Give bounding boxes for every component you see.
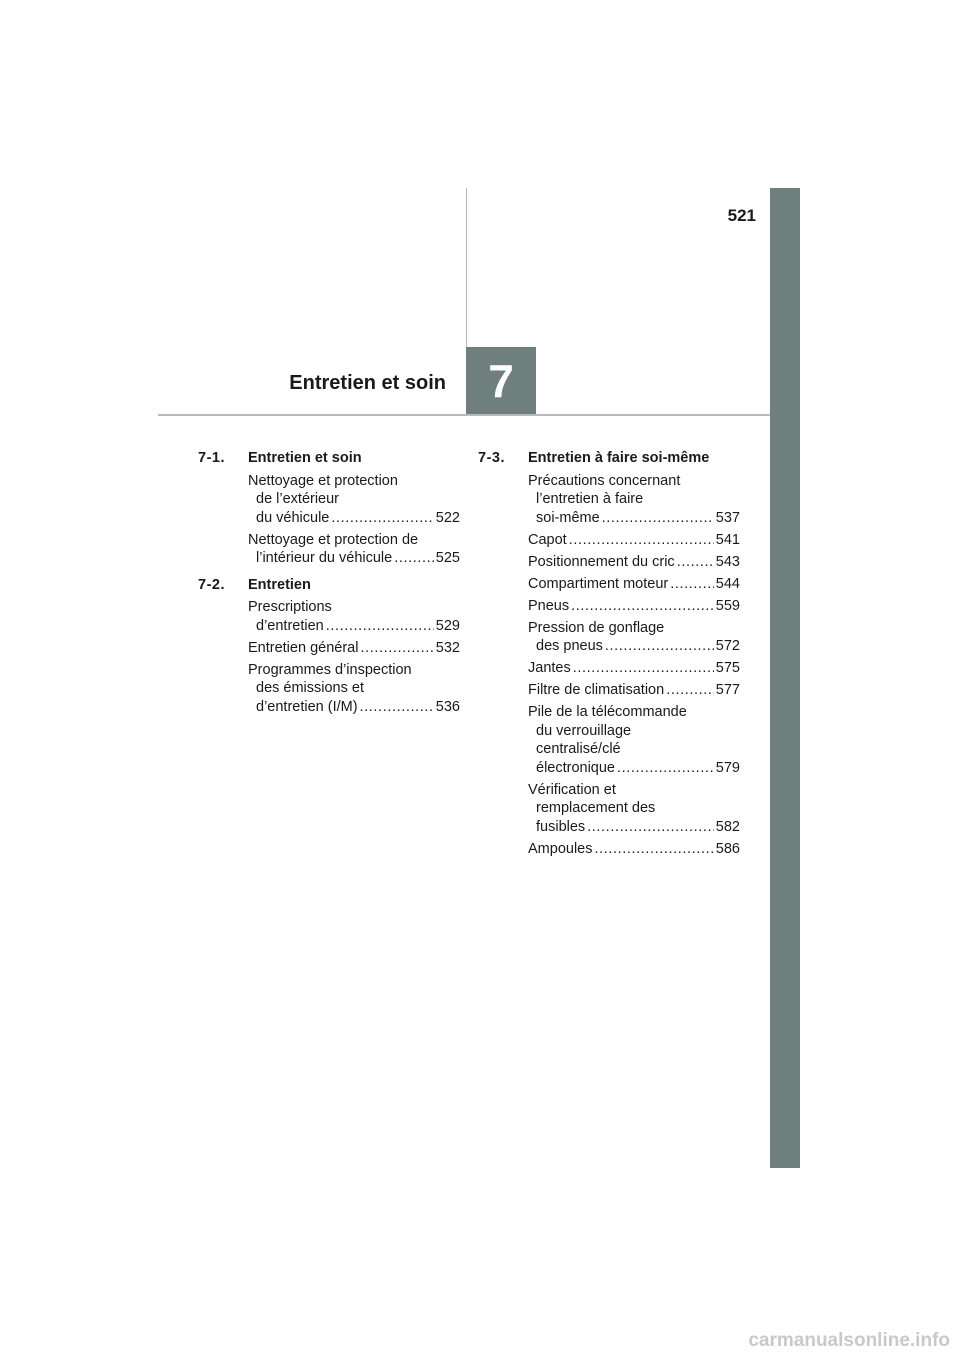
entry-page-number: 544 bbox=[715, 575, 740, 592]
toc-entry[interactable] bbox=[528, 840, 740, 859]
entry-last-line bbox=[528, 575, 740, 594]
entry-last-line bbox=[528, 531, 740, 550]
toc-entry[interactable] bbox=[248, 531, 460, 568]
entry-page-number: 575 bbox=[715, 660, 740, 676]
entry-last-line bbox=[528, 681, 740, 700]
dot-leader bbox=[394, 549, 434, 568]
chapter-side-tab bbox=[770, 188, 800, 1168]
entry-page-number: 579 bbox=[715, 759, 740, 776]
toc-entry[interactable] bbox=[248, 639, 460, 658]
entry-text-line: Pneus bbox=[528, 597, 570, 614]
toc-entry[interactable] bbox=[528, 681, 740, 700]
section-title: Entretien à faire soi-même bbox=[528, 450, 710, 466]
dot-leader bbox=[617, 759, 714, 778]
entry-text-line: Compartiment moteur bbox=[528, 575, 669, 592]
entry-page-number: 543 bbox=[715, 553, 740, 570]
entry-text-line: des pneus bbox=[536, 638, 603, 654]
entry-page-number: 582 bbox=[715, 818, 740, 835]
toc-entry[interactable] bbox=[528, 553, 740, 572]
dot-leader bbox=[587, 818, 714, 837]
section-number: 7-3. bbox=[478, 450, 505, 466]
chapter-title: Entretien et soin bbox=[289, 372, 446, 394]
entry-text-line: l’intérieur du véhicule bbox=[256, 550, 393, 566]
toc-column-left bbox=[198, 449, 460, 724]
entry-text-line: Nettoyage et protection bbox=[248, 472, 398, 489]
dot-leader bbox=[326, 617, 434, 636]
entry-text-line: Ampoules bbox=[528, 840, 593, 857]
section-title: Entretien bbox=[248, 576, 311, 593]
toc-entry[interactable] bbox=[528, 597, 740, 616]
entry-text-line: Pression de gonflage bbox=[528, 619, 665, 636]
vertical-rule bbox=[466, 188, 467, 348]
toc-entry[interactable] bbox=[528, 619, 740, 656]
entry-text-line: Nettoyage et protection de bbox=[248, 531, 419, 548]
entry-text-line: électronique bbox=[536, 759, 615, 776]
watermark: carmanualsonline.info bbox=[748, 1330, 950, 1351]
entry-page-number: 532 bbox=[435, 639, 460, 656]
entry-page-number: 577 bbox=[715, 682, 740, 698]
entry-last-line bbox=[528, 818, 740, 837]
dot-leader bbox=[573, 659, 714, 678]
entry-text-line: d’entretien (I/M) bbox=[256, 698, 358, 715]
dot-leader bbox=[571, 597, 714, 616]
entry-page-number: 559 bbox=[715, 597, 740, 614]
entry-last-line bbox=[528, 637, 740, 656]
toc-entry[interactable] bbox=[248, 598, 460, 635]
entry-page-number: 536 bbox=[435, 698, 460, 715]
entry-text-line: Capot bbox=[528, 531, 567, 548]
horizontal-rule bbox=[158, 414, 770, 416]
entry-text-line: des émissions et bbox=[256, 680, 364, 696]
entry-text-line: remplacement des bbox=[536, 800, 656, 816]
entry-text-line: Positionnement du cric bbox=[528, 553, 675, 570]
section-number: 7-1. bbox=[198, 450, 225, 466]
dot-leader bbox=[677, 553, 714, 572]
dot-leader bbox=[670, 575, 714, 594]
entry-text-line: soi-même bbox=[536, 509, 600, 526]
entry-page-number: 586 bbox=[715, 840, 740, 857]
entry-page-number: 541 bbox=[715, 531, 740, 548]
entry-last-line bbox=[248, 509, 460, 528]
dot-leader bbox=[360, 698, 434, 717]
entry-last-line bbox=[248, 639, 460, 658]
entry-page-number: 572 bbox=[715, 638, 740, 654]
entry-text-line: centralisé/clé bbox=[536, 741, 621, 757]
entry-last-line bbox=[528, 509, 740, 528]
entry-text-line: Jantes bbox=[528, 660, 571, 676]
chapter-number-box: 7 bbox=[466, 347, 536, 415]
entry-text-line: de l’extérieur bbox=[256, 491, 340, 507]
toc-section bbox=[198, 576, 460, 717]
entry-text-line: Prescriptions bbox=[248, 599, 332, 615]
toc-entry[interactable] bbox=[528, 703, 740, 777]
toc-entry[interactable] bbox=[248, 661, 460, 717]
entry-last-line bbox=[248, 549, 460, 568]
entry-text-line: Entretien général bbox=[248, 639, 359, 656]
entry-last-line bbox=[528, 553, 740, 572]
dot-leader bbox=[666, 681, 714, 700]
dot-leader bbox=[360, 639, 433, 658]
toc-entry[interactable] bbox=[528, 531, 740, 550]
page-number: 521 bbox=[727, 206, 756, 225]
entry-text-line: l’entretien à faire bbox=[536, 491, 644, 507]
toc-entry[interactable] bbox=[248, 472, 460, 528]
entry-last-line bbox=[528, 659, 740, 678]
dot-leader bbox=[602, 509, 714, 528]
toc-entry[interactable] bbox=[528, 575, 740, 594]
toc-section bbox=[198, 449, 460, 568]
entry-page-number: 537 bbox=[715, 509, 740, 526]
entry-text-line: Programmes d’inspection bbox=[248, 661, 412, 678]
entry-text-line: Vérification et bbox=[528, 781, 616, 798]
entry-last-line bbox=[248, 617, 460, 636]
dot-leader bbox=[605, 637, 714, 656]
entry-last-line bbox=[528, 840, 740, 859]
section-title: Entretien et soin bbox=[248, 450, 362, 466]
entry-page-number: 529 bbox=[435, 617, 460, 634]
entry-text-line: Pile de la télécommande bbox=[528, 704, 687, 720]
entry-last-line bbox=[248, 698, 460, 717]
dot-leader bbox=[569, 531, 714, 550]
entry-text-line: du véhicule bbox=[256, 509, 330, 526]
entry-text-line: d’entretien bbox=[256, 617, 324, 634]
toc-section bbox=[478, 449, 740, 858]
section-number: 7-2. bbox=[198, 576, 225, 593]
toc-entry[interactable] bbox=[528, 781, 740, 837]
toc-column-right bbox=[478, 449, 740, 866]
entry-last-line bbox=[528, 597, 740, 616]
toc-entry[interactable] bbox=[528, 659, 740, 678]
entry-text-line: Précautions concernant bbox=[528, 472, 681, 489]
entry-page-number: 522 bbox=[435, 509, 460, 526]
entry-text-line: du verrouillage bbox=[536, 722, 632, 739]
entry-text-line: fusibles bbox=[536, 818, 586, 835]
dot-leader bbox=[331, 509, 433, 528]
dot-leader bbox=[594, 840, 713, 859]
toc-entry[interactable] bbox=[528, 472, 740, 528]
entry-text-line: Filtre de climatisation bbox=[528, 682, 665, 698]
entry-last-line bbox=[528, 759, 740, 778]
entry-page-number: 525 bbox=[435, 550, 460, 566]
